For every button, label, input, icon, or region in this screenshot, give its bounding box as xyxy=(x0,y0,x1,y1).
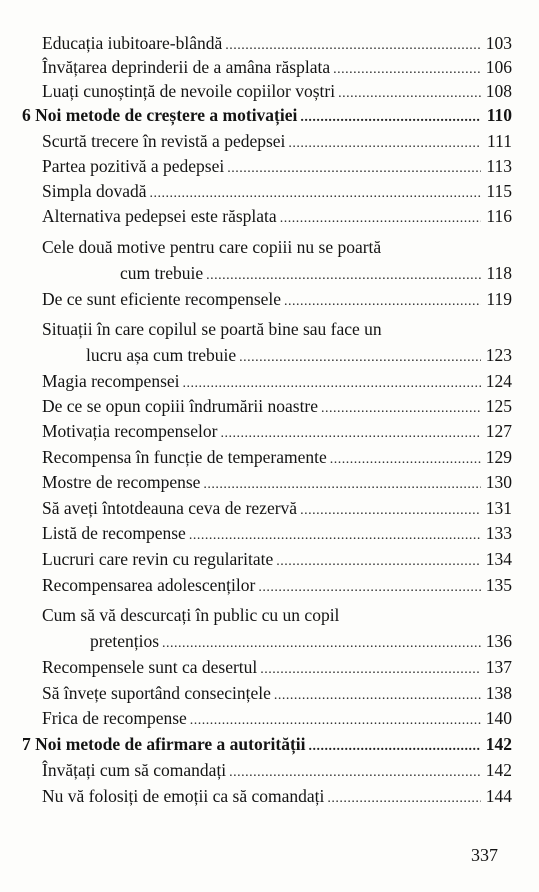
toc-entry xyxy=(42,80,512,102)
toc-entry-page: 135 xyxy=(485,575,512,595)
dot-leader xyxy=(330,449,481,471)
toc-entry-page: 111 xyxy=(487,131,512,151)
toc-entry xyxy=(42,446,512,468)
toc-entry-page: 131 xyxy=(485,498,512,518)
toc-entry-page: 125 xyxy=(485,396,512,416)
toc-entry-title: Recompensarea adolescenților xyxy=(42,575,256,595)
toc-entry xyxy=(42,130,512,152)
dot-leader xyxy=(280,208,481,230)
toc-entry-page: 108 xyxy=(485,81,512,101)
toc-entry-page: 119 xyxy=(486,289,512,309)
toc-entry-title-line1: Cele două motive pentru care copiii nu se poartă xyxy=(42,237,382,257)
toc-entry-page: 110 xyxy=(486,105,512,125)
toc-entry xyxy=(42,682,512,704)
toc-entry-page: 144 xyxy=(485,786,512,806)
toc-entry-page: 140 xyxy=(485,708,512,728)
toc-entry-title: Educația iubitoare-blândă xyxy=(42,33,223,53)
toc-entry-title: Recompensa în funcție de temperamente xyxy=(42,447,327,467)
toc-entry-title: Să învețe suportând consecințele xyxy=(42,683,271,703)
toc-entry-title: Listă de recompense xyxy=(42,523,186,543)
dot-leader xyxy=(189,525,481,547)
toc-entry-title: De ce se opun copiii îndrumării noastre xyxy=(42,396,319,416)
toc-entry xyxy=(42,180,512,202)
toc-entry-page: 124 xyxy=(485,371,512,391)
dot-leader xyxy=(274,685,481,707)
toc-entry-page: 130 xyxy=(485,472,512,492)
dot-leader xyxy=(321,398,481,420)
toc-entry-title: Mostre de recompense xyxy=(42,472,201,492)
toc-entry-page: 103 xyxy=(485,33,512,53)
dot-leader xyxy=(229,762,481,784)
toc-entry xyxy=(42,522,512,544)
dot-leader xyxy=(206,265,481,287)
toc-entry-title: Scurtă trecere în revistă a pedepsei xyxy=(42,131,286,151)
toc-entry xyxy=(42,574,512,596)
dot-leader xyxy=(333,59,481,81)
toc-entry-page: 115 xyxy=(486,181,512,201)
toc-entry xyxy=(42,471,512,493)
toc-entry xyxy=(86,344,512,366)
toc-entry-page: 138 xyxy=(485,683,512,703)
toc-entry-title: De ce sunt eficiente recompensele xyxy=(42,289,282,309)
toc-entry-title: Frica de recompense xyxy=(42,708,187,728)
toc-entry-page: 137 xyxy=(485,657,512,677)
toc-entry xyxy=(42,420,512,442)
page-number: 337 xyxy=(471,845,498,865)
toc-entry-title: Magia recompensei xyxy=(42,371,180,391)
toc-entry xyxy=(42,370,512,392)
toc-entry-page: 136 xyxy=(485,631,512,651)
dot-leader xyxy=(183,373,481,395)
dot-leader xyxy=(284,291,481,313)
toc-entry xyxy=(42,205,512,227)
dot-leader xyxy=(309,736,482,758)
dot-leader xyxy=(225,35,481,57)
dot-leader xyxy=(276,551,481,573)
dot-leader xyxy=(190,710,481,732)
toc-entry xyxy=(120,262,512,284)
toc-chapter-heading xyxy=(22,104,512,126)
toc-entry xyxy=(42,155,512,177)
toc-entry-title: Nu vă folosiți de emoții ca să comandați xyxy=(42,786,325,806)
dot-leader xyxy=(288,133,481,155)
toc-entry-title-line1: Situații în care copilul se poartă bine sau face un xyxy=(42,319,382,339)
toc-entry-title: pretențios xyxy=(90,631,160,651)
toc-entry-page: 116 xyxy=(486,206,512,226)
dot-leader xyxy=(203,474,481,496)
toc-entry-page: 127 xyxy=(485,421,512,441)
toc-entry xyxy=(42,32,512,54)
dot-leader xyxy=(300,500,481,522)
toc-entry-title: Simpla dovadă xyxy=(42,181,147,201)
toc-entry-title: Învățați cum să comandați xyxy=(42,760,227,780)
toc-entry-title: cum trebuie xyxy=(120,263,204,283)
toc-entry-title: Luați cunoștință de nevoile copiilor voștri xyxy=(42,81,336,101)
toc-entry xyxy=(42,497,512,519)
toc-entry-page: 134 xyxy=(485,549,512,569)
toc-entry xyxy=(42,288,512,310)
toc-entry-page: 133 xyxy=(485,523,512,543)
dot-leader xyxy=(150,183,482,205)
toc-entry-title: Recompensele sunt ca desertul xyxy=(42,657,258,677)
toc-entry xyxy=(42,395,512,417)
toc-entry-page: 123 xyxy=(485,345,512,365)
toc-entry-page: 113 xyxy=(486,156,512,176)
dot-leader xyxy=(338,83,481,105)
toc-entry-title: Partea pozitivă a pedepsei xyxy=(42,156,225,176)
toc-entry-page: 129 xyxy=(485,447,512,467)
toc-entry xyxy=(42,707,512,729)
toc-entry-title: Învățarea deprinderii de a amâna răsplata xyxy=(42,57,331,77)
toc-entry-title: Lucruri care revin cu regularitate xyxy=(42,549,274,569)
toc-entry-page: 142 xyxy=(485,760,512,780)
dot-leader xyxy=(227,158,481,180)
toc-entry xyxy=(42,548,512,570)
toc-entry-title: Alternativa pedepsei este răsplata xyxy=(42,206,277,226)
toc-entry xyxy=(42,759,512,781)
dot-leader xyxy=(239,347,481,369)
toc-entry-title: Motivația recompenselor xyxy=(42,421,218,441)
dot-leader xyxy=(258,577,481,599)
dot-leader xyxy=(220,423,481,445)
toc-chapter-heading xyxy=(22,733,512,755)
toc-entry xyxy=(42,785,512,807)
toc-entry xyxy=(42,656,512,678)
toc-entry xyxy=(90,630,512,652)
toc-entry-title-line1: Cum să vă descurcați în public cu un copil xyxy=(42,605,340,625)
dot-leader xyxy=(162,633,481,655)
toc-entry-page: 118 xyxy=(486,263,512,283)
toc-entry xyxy=(42,56,512,78)
dot-leader xyxy=(327,788,481,810)
toc-entry-title: 6 Noi metode de creștere a motivației xyxy=(22,105,298,125)
dot-leader xyxy=(300,107,481,129)
toc-entry-title: Să aveți întotdeauna ceva de rezervă xyxy=(42,498,298,518)
toc-entry-page: 106 xyxy=(485,57,512,77)
toc-entry-page: 142 xyxy=(485,734,512,754)
toc-entry-title: lucru așa cum trebuie xyxy=(86,345,237,365)
dot-leader xyxy=(260,659,481,681)
toc-entry-title: 7 Noi metode de afirmare a autorității xyxy=(22,734,306,754)
